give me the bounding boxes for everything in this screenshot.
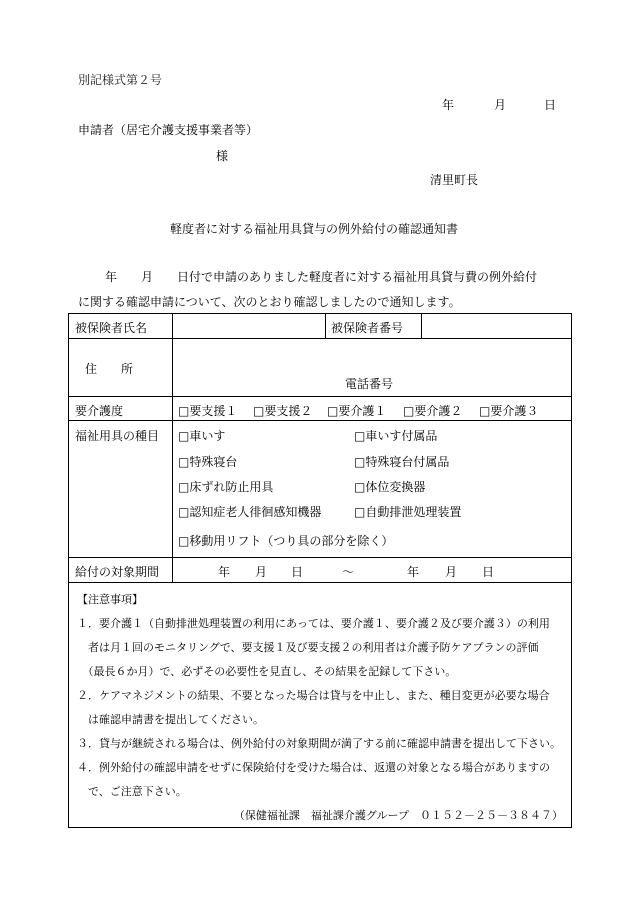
care-level-option[interactable]: □要介護２ bbox=[403, 404, 463, 418]
equipment-option[interactable]: □体位変換器 bbox=[354, 480, 426, 494]
date-year: 年 bbox=[442, 98, 455, 112]
insured-number-label: 被保険者番号 bbox=[331, 321, 404, 335]
period-start-month: 月 bbox=[255, 565, 268, 579]
equipment-option[interactable]: □床ずれ防止用具 bbox=[178, 480, 274, 494]
notes-heading: 【注意事項】 bbox=[77, 593, 143, 606]
document-title: 軽度者に対する福祉用具貸与の例外給付の確認通知書 bbox=[170, 222, 459, 236]
contact-info: （保健福祉課 福祉課介護グループ ０１５２－２５－３８４７） bbox=[233, 809, 563, 822]
body-line-1-text: 日付で申請のありました軽度者に対する福祉用具貸与費の例外給付 bbox=[177, 270, 538, 284]
equipment-option[interactable]: □認知症老人徘徊感知機器 bbox=[178, 505, 322, 519]
issuer: 清里町長 bbox=[430, 173, 479, 187]
care-level-option[interactable]: □要介護３ bbox=[479, 404, 539, 418]
equipment-label: 福祉用具の種目 bbox=[75, 429, 160, 443]
insured-name-label: 被保険者氏名 bbox=[75, 321, 148, 335]
period-end-day: 日 bbox=[482, 565, 495, 579]
notes-section bbox=[77, 588, 567, 828]
date-month: 月 bbox=[494, 98, 507, 112]
equipment-option[interactable]: □車いす付属品 bbox=[354, 429, 438, 443]
equipment-option[interactable]: □車いす bbox=[178, 429, 226, 443]
equipment-option[interactable]: □特殊寝台 bbox=[178, 455, 238, 469]
body-year: 年 bbox=[105, 270, 118, 284]
care-level-label: 要介護度 bbox=[75, 404, 124, 418]
notes-line: で、ご注意下さい。 bbox=[77, 785, 187, 798]
period-start-year: 年 bbox=[218, 565, 231, 579]
phone-label: 電話番号 bbox=[345, 377, 394, 391]
notes-line: ３．貸与が継続される場合は、例外給付の対象期間が満了する前に確認申請書を提出して下さい。 bbox=[77, 737, 561, 750]
form-number-label: 別記様式第２号 bbox=[78, 73, 163, 87]
period-label: 給付の対象期間 bbox=[75, 565, 160, 579]
equipment-option[interactable]: □特殊寝台付属品 bbox=[354, 455, 450, 469]
period-end-month: 月 bbox=[445, 565, 458, 579]
notes-line: は確認申請書を提出してください。 bbox=[77, 713, 264, 726]
care-level-option[interactable]: □要支援１ bbox=[178, 404, 238, 418]
care-level-option[interactable]: □要介護１ bbox=[327, 404, 387, 418]
application-form-table bbox=[68, 313, 572, 828]
body-line-2: に関する確認申請について、次のとおり確認しましたので通知します。 bbox=[78, 295, 461, 309]
honorific: 様 bbox=[216, 149, 229, 163]
equipment-option[interactable]: □自動排泄処理装置 bbox=[354, 505, 462, 519]
notes-line: 者は月１回のモニタリングで、要支援１及び要支援２の利用者は介護予防ケアプランの評価 bbox=[77, 641, 539, 654]
period-tilde: ～ bbox=[342, 565, 355, 579]
body-month: 月 bbox=[141, 270, 154, 284]
address-label: 住 所 bbox=[85, 362, 134, 376]
applicant-label: 申請者（居宅介護支援事業者等） bbox=[78, 123, 259, 137]
notes-line: １．要介護１（自動排泄処理装置の利用にあっては、要介護１、要介護２及び要介護３）の利用 bbox=[77, 617, 550, 630]
date-day: 日 bbox=[544, 98, 557, 112]
period-end-year: 年 bbox=[407, 565, 420, 579]
notes-line: ２．ケアマネジメントの結果、不要となった場合は貸与を中止し、また、種目変更が必要な場合 bbox=[77, 689, 550, 702]
period-start-day: 日 bbox=[291, 565, 304, 579]
notes-line: （最長６か月）で、必ずその必要性を見直し、その結果を記録して下さい。 bbox=[77, 665, 457, 678]
care-level-option[interactable]: □要支援２ bbox=[253, 404, 313, 418]
notes-line: ４．例外給付の確認申請をせずに保険給付を受けた場合は、返還の対象となる場合がありますの bbox=[77, 761, 550, 774]
equipment-option[interactable]: □移動用リフト（つり具の部分を除く） bbox=[178, 534, 394, 548]
